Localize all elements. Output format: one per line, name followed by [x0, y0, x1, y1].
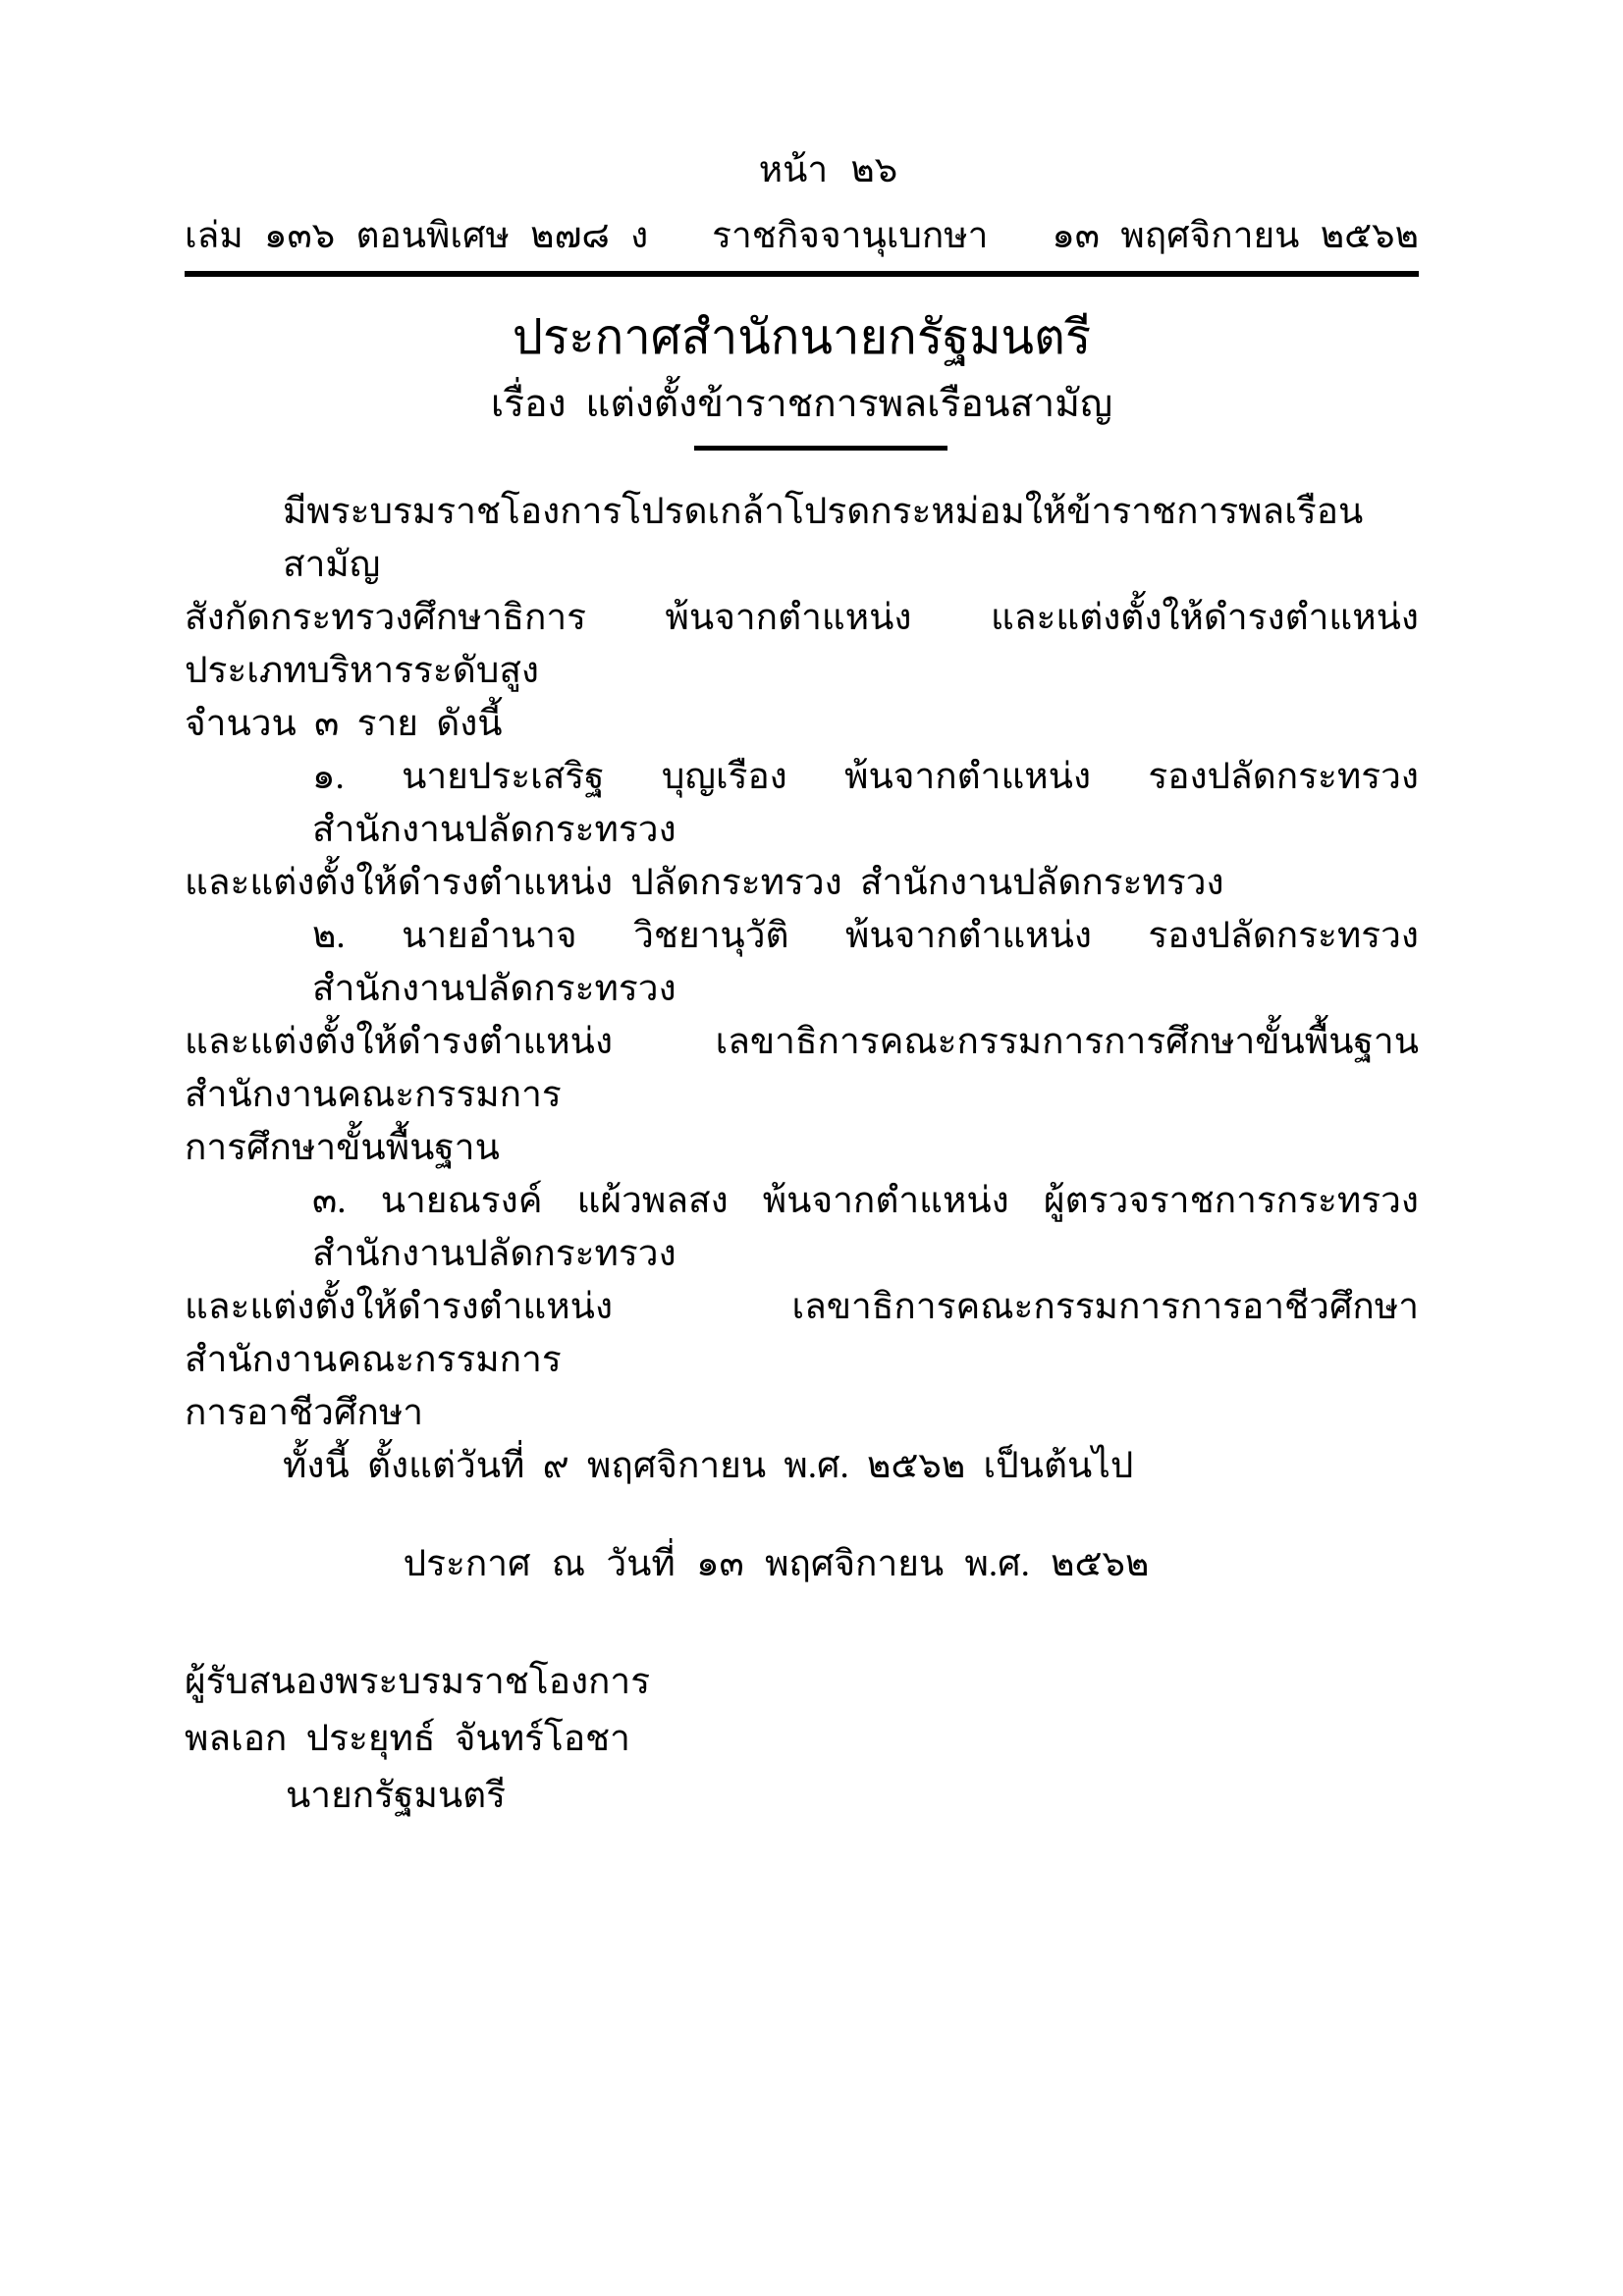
- signer-name: พลเอก ประยุทธ์ จันทร์โอชา: [185, 1719, 630, 1759]
- body-line: ทั้งนี้ ตั้งแต่วันที่ ๙ พฤศจิกายน พ.ศ. ๒๕๖๒ เป็นต้นไป: [283, 1446, 1134, 1486]
- title-block: [185, 302, 1419, 451]
- gazette-date: ๑๓ พฤศจิกายน ๒๕๖๒: [1052, 216, 1419, 256]
- body-line: และแต่งตั้งให้ดำรงตำแหน่ง เลขาธิการคณะกรรมการการอาชีวศึกษา สำนักงานคณะกรรมการ: [185, 1287, 1419, 1380]
- body-line: การอาชีวศึกษา: [185, 1393, 423, 1433]
- body-line: ๒. นายอำนาจ วิชยานุวัติ พ้นจากตำแหน่ง รองปลัดกระทรวง สำนักงานปลัดกระทรวง: [312, 916, 1419, 1009]
- gazette-volume: เล่ม ๑๓๖ ตอนพิเศษ ๒๗๘ ง: [185, 216, 649, 256]
- countersign-label: ผู้รับสนองพระบรมราชโองการ: [185, 1662, 651, 1702]
- body-line: และแต่งตั้งให้ดำรงตำแหน่ง เลขาธิการคณะกรรมการการศึกษาขั้นพื้นฐาน สำนักงานคณะกรรมการ: [185, 1022, 1419, 1115]
- signature-block: [185, 1654, 1419, 1825]
- body-line: การศึกษาขั้นพื้นฐาน: [185, 1128, 500, 1168]
- divider-rule: [694, 446, 947, 451]
- announcement-title: ประกาศสำนักนายกรัฐมนตรี: [512, 310, 1092, 364]
- announcement-body: [185, 486, 1419, 1493]
- page-number: หน้า ๒๖: [758, 150, 898, 190]
- header-rule: [185, 271, 1419, 277]
- signer-position: นายกรัฐมนตรี: [286, 1776, 507, 1816]
- body-line: ๑. นายประเสริฐ บุญเรือง พ้นจากตำแหน่ง รองปลัดกระทรวง สำนักงานปลัดกระทรวง: [312, 757, 1419, 850]
- body-line: และแต่งตั้งให้ดำรงตำแหน่ง ปลัดกระทรวง สำนักงานปลัดกระทรวง: [185, 863, 1224, 903]
- body-line: มีพระบรมราชโองการโปรดเกล้าโปรดกระหม่อมให้ข้าราชการพลเรือนสามัญ: [283, 492, 1364, 585]
- proclamation-date: ประกาศ ณ วันที่ ๑๓ พฤศจิกายน พ.ศ. ๒๕๖๒: [403, 1544, 1150, 1584]
- body-line: สังกัดกระทรวงศึกษาธิการ พ้นจากตำแหน่ง และแต่งตั้งให้ดำรงตำแหน่งประเภทบริหารระดับสูง: [185, 598, 1419, 691]
- announcement-subject: เรื่อง แต่งตั้งข้าราชการพลเรือนสามัญ: [490, 383, 1113, 425]
- gazette-header-row: [185, 212, 1419, 261]
- body-line: จำนวน ๓ ราย ดังนี้: [185, 704, 503, 744]
- body-line: ๓. นายณรงค์ แผ้วพลสง พ้นจากตำแหน่ง ผู้ตรวจราชการกระทรวง สำนักงานปลัดกระทรวง: [312, 1181, 1419, 1274]
- gazette-name: ราชกิจจานุเบกษา: [712, 216, 989, 256]
